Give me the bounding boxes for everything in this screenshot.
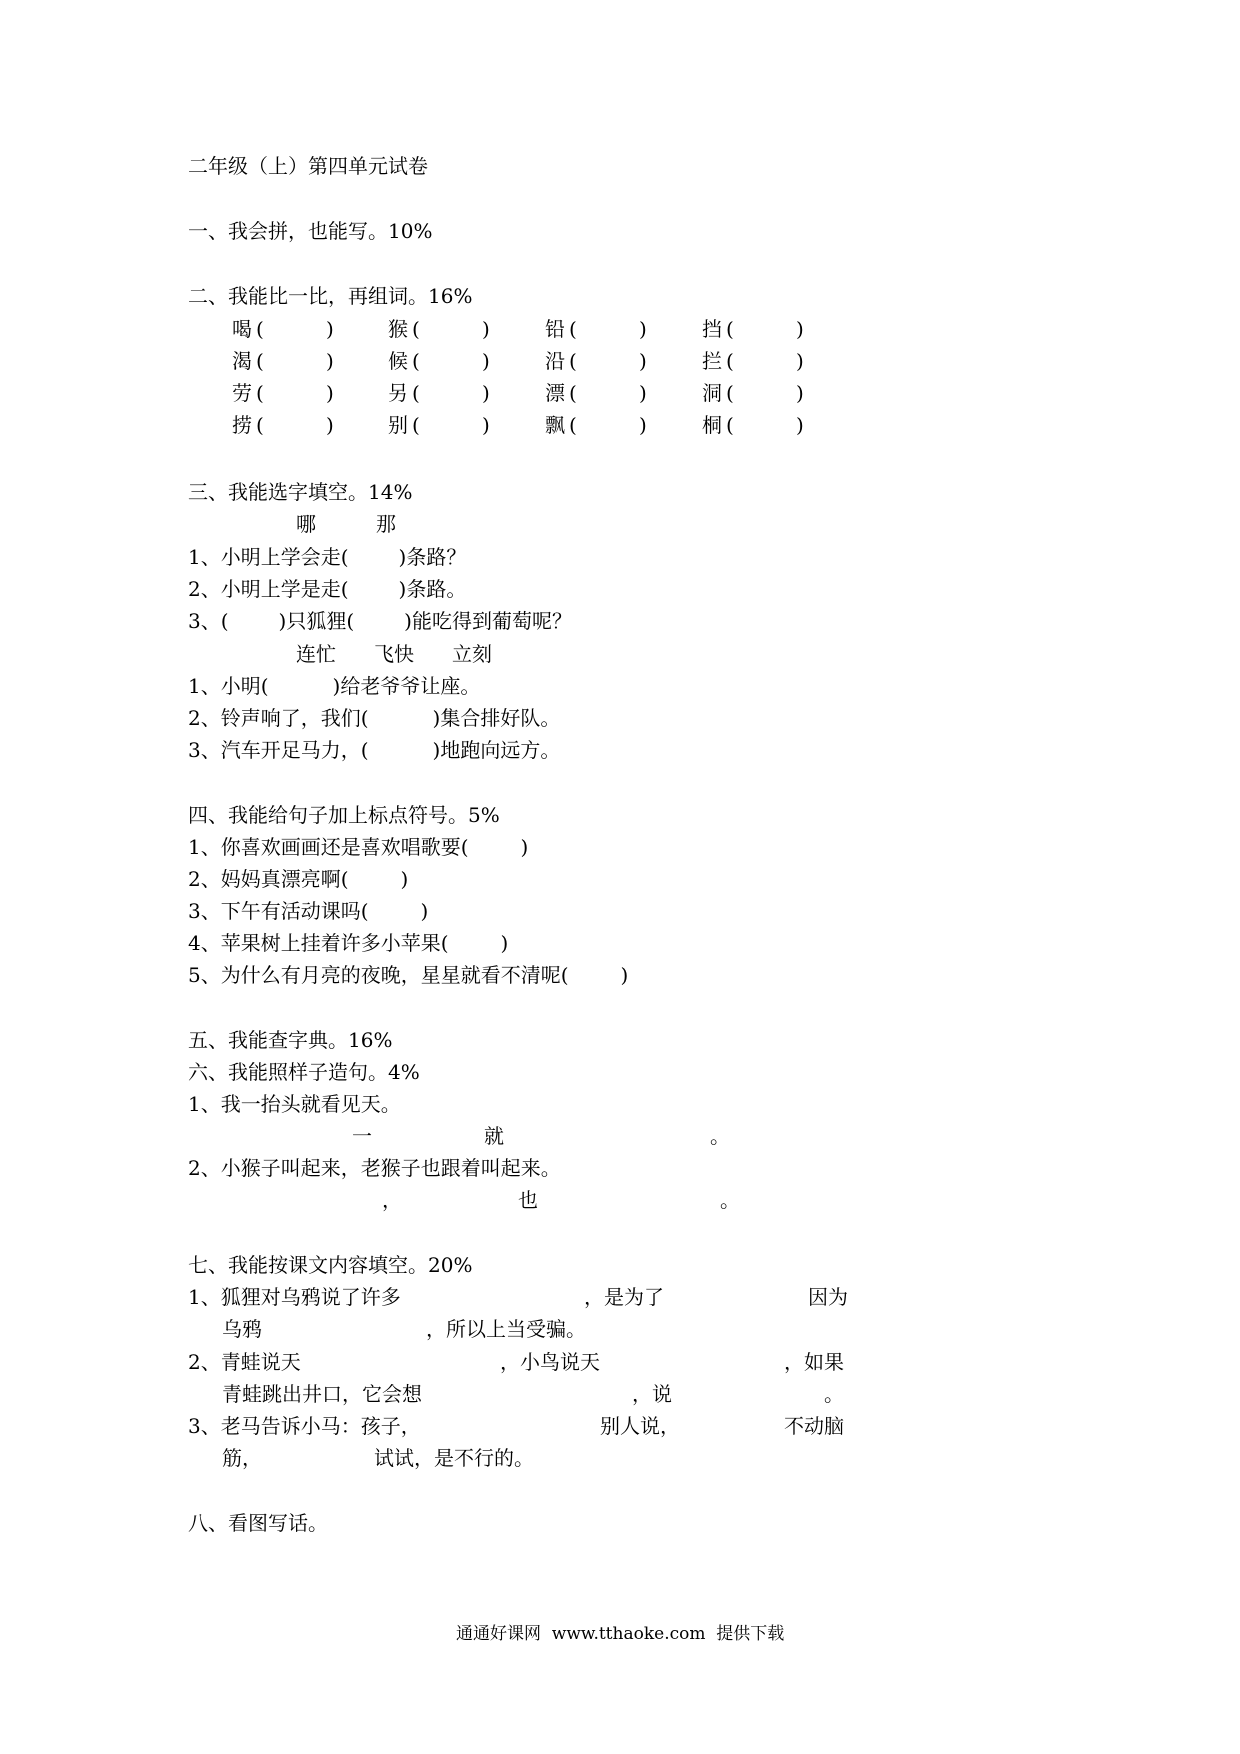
grid-open-paren: ( [256,413,264,437]
grid-char: 渴 [232,349,252,373]
section-3-heading: 三、我能选字填空。14% [188,480,413,504]
fill-item: 2、铃声响了，我们( )集合排好队。 [188,706,561,730]
grid-char: 猴 [388,317,408,341]
grid-open-paren: ( [569,381,577,405]
grid-open-paren: ( [412,413,420,437]
fill-item: 3、( )只狐狸( )能吃得到葡萄呢？ [188,609,572,633]
fill-text: 不动脑 [784,1414,844,1438]
fill-text: 1、狐狸对乌鸦说了许多 [188,1285,401,1309]
grid-close-paren: ) [796,413,804,437]
pattern-word: 。 [710,1124,730,1148]
grid-close-paren: ) [482,317,490,341]
fill-text: ，是为了 [584,1285,664,1309]
section-7-heading: 七、我能按课文内容填空。20% [188,1253,473,1277]
grid-close-paren: ) [482,349,490,373]
section-1-heading: 一、我会拼，也能写。10% [188,219,433,243]
fill-text: 筋， [222,1446,262,1470]
grid-close-paren: ) [326,317,334,341]
example-sentence: 1、我一抬头就看见天。 [188,1092,401,1116]
grid-close-paren: ) [639,413,647,437]
fill-text: 别人说， [600,1414,680,1438]
grid-open-paren: ( [726,381,734,405]
grid-close-paren: ) [326,413,334,437]
fill-text: 2、青蛙说天 [188,1350,301,1374]
grid-close-paren: ) [796,381,804,405]
grid-open-paren: ( [726,349,734,373]
section-5-heading: 五、我能查字典。16% [188,1028,393,1052]
section-4-heading: 四、我能给句子加上标点符号。5% [188,803,500,827]
example-sentence: 2、小猴子叫起来，老猴子也跟着叫起来。 [188,1156,561,1180]
punctuation-item: 5、为什么有月亮的夜晚，星星就看不清呢( ) [188,963,629,987]
fill-item: 1、小明( )给老爷爷让座。 [188,674,481,698]
grid-char: 候 [388,349,408,373]
grid-open-paren: ( [256,317,264,341]
grid-char: 喝 [232,317,252,341]
section-8-heading: 八、看图写话。 [188,1511,328,1535]
fill-item: 3、汽车开足马力，( )地跑向远方。 [188,738,561,762]
grid-char: 拦 [702,349,722,373]
grid-open-paren: ( [726,413,734,437]
choice-word: 那 [376,512,396,536]
choice-word: 连忙 [296,642,336,666]
grid-char: 劳 [232,381,252,405]
fill-text: 因为 [808,1285,848,1309]
fill-text: 3、老马告诉小马：孩子， [188,1414,421,1438]
grid-close-paren: ) [326,381,334,405]
fill-text: ，说 [632,1382,672,1406]
grid-open-paren: ( [412,381,420,405]
grid-close-paren: ) [639,317,647,341]
fill-text: 试试，是不行的。 [374,1446,534,1470]
punctuation-item: 4、苹果树上挂着许多小苹果( ) [188,931,509,955]
punctuation-item: 3、下午有活动课吗( ) [188,899,429,923]
grid-open-paren: ( [256,349,264,373]
grid-char: 沿 [545,349,565,373]
grid-close-paren: ) [639,349,647,373]
grid-open-paren: ( [569,317,577,341]
grid-char: 挡 [702,317,722,341]
grid-char: 漂 [545,381,565,405]
grid-char: 飘 [545,413,565,437]
pattern-word: 也 [518,1188,538,1212]
grid-open-paren: ( [412,317,420,341]
grid-close-paren: ) [796,349,804,373]
grid-open-paren: ( [569,413,577,437]
choice-word: 飞快 [374,642,414,666]
punctuation-item: 1、你喜欢画画还是喜欢唱歌要( ) [188,835,529,859]
grid-close-paren: ) [482,381,490,405]
fill-text: ，如果 [784,1350,844,1374]
grid-close-paren: ) [482,413,490,437]
fill-text: ，所以上当受骗。 [426,1317,586,1341]
pattern-word: ， [382,1188,402,1212]
grid-char: 桐 [702,413,722,437]
grid-char: 别 [388,413,408,437]
grid-close-paren: ) [326,349,334,373]
page-title: 二年级（上）第四单元试卷 [188,154,428,178]
grid-char: 另 [388,381,408,405]
grid-open-paren: ( [256,381,264,405]
section-6-heading: 六、我能照样子造句。4% [188,1060,420,1084]
grid-open-paren: ( [569,349,577,373]
choice-word: 立刻 [452,642,492,666]
pattern-word: 一 [352,1124,372,1148]
fill-text: ，小鸟说天 [500,1350,600,1374]
grid-open-paren: ( [726,317,734,341]
fill-text: 。 [824,1382,844,1406]
grid-open-paren: ( [412,349,420,373]
pattern-word: 。 [720,1188,740,1212]
grid-char: 洞 [702,381,722,405]
fill-text: 乌鸦 [222,1317,262,1341]
fill-text: 青蛙跳出井口，它会想 [222,1382,422,1406]
footer-credit: 通通好课网 www.tthaoke.com 提供下载 [456,1624,785,1644]
choice-word: 哪 [296,512,316,536]
fill-item: 1、小明上学会走( )条路？ [188,545,467,569]
grid-close-paren: ) [639,381,647,405]
grid-char: 铅 [545,317,565,341]
grid-close-paren: ) [796,317,804,341]
section-2-heading: 二、我能比一比，再组词。16% [188,284,473,308]
fill-item: 2、小明上学是走( )条路。 [188,577,467,601]
grid-char: 捞 [232,413,252,437]
punctuation-item: 2、妈妈真漂亮啊( ) [188,867,409,891]
pattern-word: 就 [484,1124,504,1148]
